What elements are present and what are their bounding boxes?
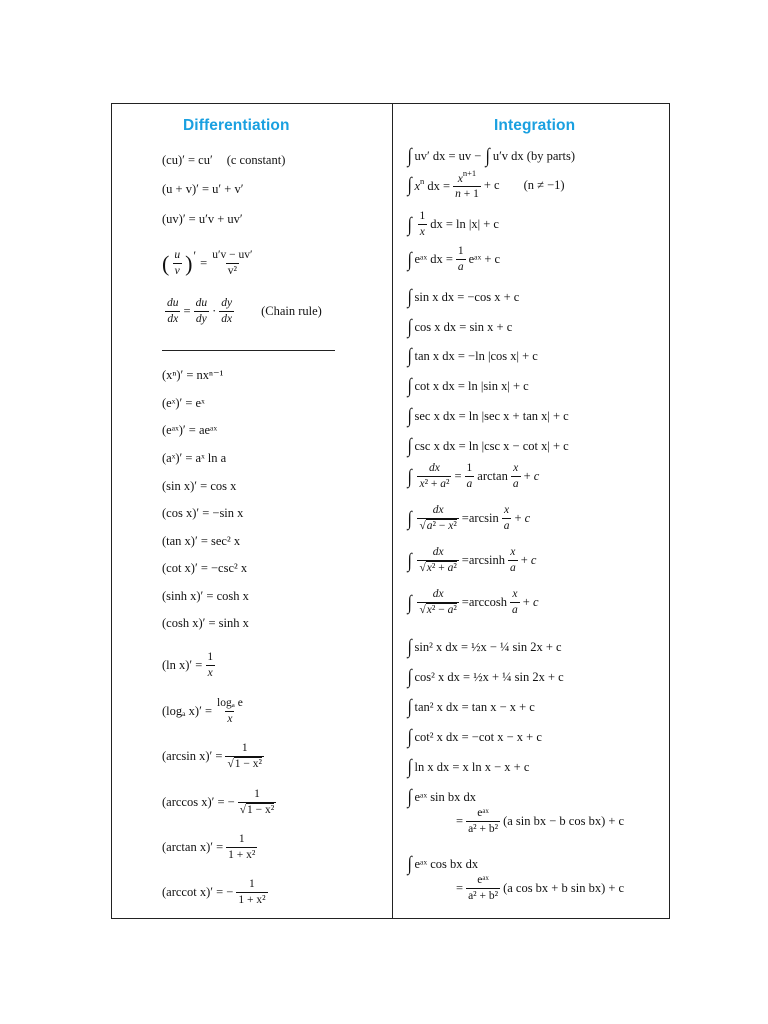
deriv-sin: (sin x)′ = cos x (162, 479, 237, 493)
int-sec: ∫ sec x dx = ln |sec x + tan x| + c (407, 405, 569, 427)
column-divider (392, 103, 393, 919)
deriv-arccos: (arccos x)′ = − $\frac{1}{\text{√1 − x²}}$ (162, 788, 275, 816)
rule-quotient: ( $\frac{u}{v}$ ) ′ = $\frac{u'v - uv'}{\text{v²}}$ (162, 249, 253, 277)
int-ln: ∫ ln x dx = x ln x − x + c (407, 756, 530, 778)
int-arcsin: ∫ $\frac{dx}{\text{√a² − x²}}$ = arcsin $\frac{x}{a}$ + c (407, 504, 531, 532)
int-exp-sin-result: = $\frac{\text{eᵃˣ}}{\text{a² + b²}}$ (a sin bx − b cos bx) + c (456, 807, 625, 835)
deriv-arcsin: (arcsin x)′ = $\frac{1}{\text{√1 − x²}}$ (162, 742, 262, 770)
int-arccosh: ∫ $\frac{dx}{\text{√x² − a²}}$ = arccosh $\frac{x}{a}$ + c (407, 588, 539, 616)
int-csc: ∫ csc x dx = ln |csc x − cot x| + c (407, 435, 569, 457)
int-cos2: ∫ cos² x dx = ½x + ¼ sin 2x + c (407, 666, 564, 688)
rule-product: (uv)′ = u′v + uv′ (162, 212, 243, 226)
int-arctan: ∫ $\frac{dx}{\text{x² + a²}}$ = $\frac{1}{a}$ arctan $\frac{x}{a}$ + c (407, 462, 540, 490)
int-cot2: ∫ cot² x dx = −cot x − x + c (407, 726, 542, 748)
int-reciprocal: ∫ $\frac{1}{x}$ dx = ln |x| + c (407, 210, 499, 238)
heading-differentiation: Differentiation (183, 117, 290, 134)
int-arcsinh: ∫ $\frac{dx}{\text{√x² + a²}}$ = arcsinh $\frac{x}{a}$ + c (407, 546, 537, 574)
deriv-sinh: (sinh x)′ = cosh x (162, 589, 249, 603)
int-exp: ∫ eᵃˣ dx = $\frac{1}{a}$ eᵃˣ + c (407, 245, 501, 273)
int-tan2: ∫ tan² x dx = tan x − x + c (407, 696, 535, 718)
deriv-ax: (aˣ)′ = aˣ ln a (162, 451, 227, 465)
deriv-cosh: (cosh x)′ = sinh x (162, 616, 249, 630)
deriv-cos: (cos x)′ = −sin x (162, 506, 244, 520)
rule-sum: (u + v)′ = u′ + v′ (162, 182, 244, 196)
int-sin: ∫ sin x dx = −cos x + c (407, 286, 520, 308)
int-power: ∫ $x^n$ dx = $\frac{x^{n+1}}{n + 1}$ + c (n ≠ −1) (407, 168, 565, 201)
deriv-cot: (cot x)′ = −csc² x (162, 561, 248, 575)
deriv-log: (logₐ x)′ = $\frac{\text{logₐ e}}{x}$ (162, 697, 243, 725)
heading-integration: Integration (494, 117, 576, 134)
deriv-exp: (eˣ)′ = eˣ (162, 396, 205, 410)
int-exp-sin: ∫ eᵃˣ sin bx dx (407, 786, 477, 808)
deriv-power: (xⁿ)′ = nxⁿ⁻¹ (162, 368, 224, 382)
int-tan: ∫ tan x dx = −ln |cos x| + c (407, 345, 538, 367)
deriv-arctan: (arctan x)′ = $\frac{1}{\text{1 + x²}}$ (162, 833, 256, 861)
int-parts: ∫ uv′ dx = uv − ∫ u′v dx (by parts) (407, 145, 576, 167)
int-sin2: ∫ sin² x dx = ½x − ¼ sin 2x + c (407, 636, 562, 658)
int-cot: ∫ cot x dx = ln |sin x| + c (407, 375, 529, 397)
section-rule (162, 350, 335, 351)
deriv-exp-a: (eᵃˣ)′ = aeᵃˣ (162, 423, 218, 437)
rule-chain: $\frac{du}{dx}$ = $\frac{du}{dy}$ · $\frac{dy}{dx}$ (Chain rule) (167, 297, 322, 325)
deriv-arccot: (arccot x)′ = − $\frac{1}{\text{1 + x²}}$ (162, 878, 266, 906)
deriv-tan: (tan x)′ = sec² x (162, 534, 241, 548)
int-exp-cos: ∫ eᵃˣ cos bx dx (407, 853, 479, 875)
rule-constant: (cu)′ = cu′ (c constant) (162, 153, 286, 167)
int-exp-cos-result: = $\frac{\text{eᵃˣ}}{\text{a² + b²}}$ (a cos bx + b sin bx) + c (456, 874, 625, 902)
deriv-ln: (ln x)′ = $\frac{1}{x}$ (162, 651, 214, 679)
int-cos: ∫ cos x dx = sin x + c (407, 316, 513, 338)
